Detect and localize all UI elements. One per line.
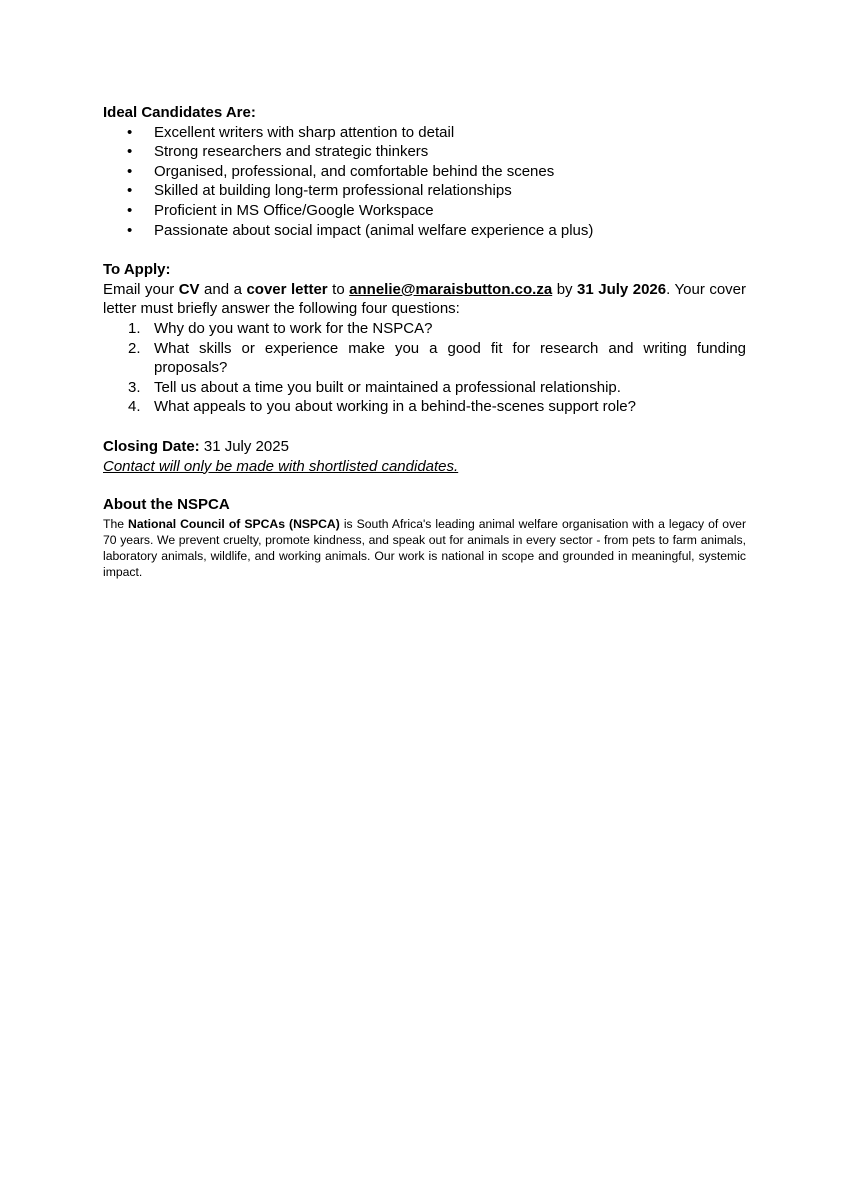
list-item-text: Passionate about social impact (animal welfare experience a plus) xyxy=(154,221,594,239)
candidates-list xyxy=(103,123,746,241)
shortlist-note: Contact will only be made with shortlisted candidates. xyxy=(103,457,459,475)
closing-label: Closing Date: xyxy=(103,437,200,455)
question-number: 1. xyxy=(128,319,141,337)
candidates-section xyxy=(103,103,746,240)
about-text: is South Africa's leading animal welfare organisation with a legacy of over 70 years. We prevent cruelty, promote kindness, and speak out for animals in every sector - from pets to farm animals, laboratory animals, wildlife, and working animals. Our work is national in scope and grounded in meaningful, systemic impact. xyxy=(103,516,747,579)
question-number: 3. xyxy=(128,378,141,396)
apply-text: Email your xyxy=(103,280,179,298)
deadline-date: 31 July 2026 xyxy=(577,280,667,298)
list-item xyxy=(103,123,746,143)
list-item xyxy=(103,181,746,201)
apply-section xyxy=(103,260,746,417)
list-item-text: Strong researchers and strategic thinkers xyxy=(154,143,429,161)
document-page xyxy=(103,103,746,580)
list-item xyxy=(103,162,746,182)
apply-paragraph xyxy=(103,280,746,319)
list-item xyxy=(103,221,746,241)
closing-line xyxy=(103,437,746,457)
questions-list xyxy=(103,319,746,417)
bullet-icon: • xyxy=(127,162,133,180)
list-item-text: Proficient in MS Office/Google Workspace xyxy=(154,201,434,219)
list-item-text: Skilled at building long-term professional relationships xyxy=(154,182,512,200)
bullet-icon: • xyxy=(127,221,133,239)
about-heading: About the NSPCA xyxy=(103,496,230,514)
list-item-text: Organised, professional, and comfortable behind the scenes xyxy=(154,162,555,180)
question-text: What skills or experience make you a good fit for research and writing funding proposals? xyxy=(154,339,746,377)
cover-letter-term: cover letter xyxy=(246,280,328,298)
email-link[interactable]: annelie@maraisbutton.co.za xyxy=(349,280,553,298)
bullet-icon: • xyxy=(127,182,133,200)
about-section xyxy=(103,495,746,580)
list-item xyxy=(103,319,746,339)
question-number: 4. xyxy=(128,398,141,416)
closing-date: 31 July 2025 xyxy=(199,437,289,455)
question-text: Tell us about a time you built or maintained a professional relationship. xyxy=(154,378,621,396)
list-item xyxy=(103,339,746,378)
about-text: The xyxy=(103,516,129,531)
bullet-icon: • xyxy=(127,123,133,141)
closing-section xyxy=(103,437,746,476)
apply-text: and a xyxy=(199,280,247,298)
candidates-heading: Ideal Candidates Are: xyxy=(103,104,256,121)
list-item xyxy=(103,397,746,417)
list-item-text: Excellent writers with sharp attention to detail xyxy=(154,123,455,141)
list-item xyxy=(103,378,746,398)
bullet-icon: • xyxy=(127,201,133,219)
apply-text: by xyxy=(552,280,578,298)
about-paragraph xyxy=(103,516,746,580)
org-name: National Council of SPCAs (NSPCA) xyxy=(128,516,340,531)
cv-term: CV xyxy=(178,280,200,298)
question-text: What appeals to you about working in a behind-the-scenes support role? xyxy=(154,398,636,416)
question-number: 2. xyxy=(128,339,141,357)
apply-text: . Your cover letter must briefly answer the following four questions: xyxy=(103,280,747,318)
apply-heading: To Apply: xyxy=(103,261,171,279)
list-item xyxy=(103,142,746,162)
list-item xyxy=(103,201,746,221)
bullet-icon: • xyxy=(127,143,133,161)
question-text: Why do you want to work for the NSPCA? xyxy=(154,319,433,337)
apply-text: to xyxy=(327,280,350,298)
